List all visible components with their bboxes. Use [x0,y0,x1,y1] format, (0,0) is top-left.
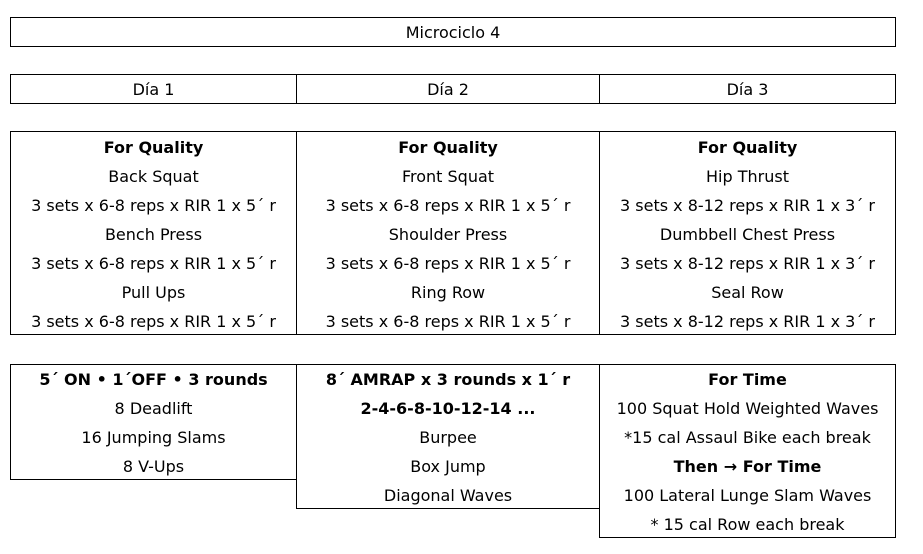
exercise-name: Ring Row [410,283,486,302]
conditioning-item: 8 Deadlift [114,399,193,418]
exercise-name: Shoulder Press [388,225,508,244]
day-2-header: Día 2 [296,74,600,104]
conditioning-heading: For Time [708,370,787,389]
microcycle-title: Microciclo 4 [10,17,896,47]
conditioning-item: 100 Lateral Lunge Slam Waves [623,486,872,505]
exercise-prescription: 3 sets x 8-12 reps x RIR 1 x 3´ r [620,312,875,331]
day-3-header: Día 3 [599,74,896,104]
conditioning-heading: 8´ AMRAP x 3 rounds x 1´ r [325,370,571,389]
day-3-quality-block [599,131,896,335]
day-1-conditioning-block [10,364,297,480]
conditioning-item: Diagonal Waves [383,486,513,505]
day-2-quality-block [296,131,600,335]
conditioning-item: 100 Squat Hold Weighted Waves [616,399,879,418]
exercise-name: Pull Ups [121,283,186,302]
exercise-prescription: 3 sets x 8-12 reps x RIR 1 x 3´ r [620,254,875,273]
conditioning-item: 16 Jumping Slams [81,428,226,447]
exercise-prescription: 3 sets x 6-8 reps x RIR 1 x 5´ r [325,254,571,273]
exercise-prescription: 3 sets x 6-8 reps x RIR 1 x 5´ r [31,196,276,215]
exercise-name: Bench Press [104,225,203,244]
conditioning-note: *15 cal Assaul Bike each break [624,428,871,447]
exercise-prescription: 3 sets x 6-8 reps x RIR 1 x 5´ r [31,312,276,331]
quality-heading: For Quality [103,138,204,157]
day-1-quality-block [10,131,297,335]
exercise-prescription: 3 sets x 6-8 reps x RIR 1 x 5´ r [325,312,571,331]
exercise-prescription: 3 sets x 8-12 reps x RIR 1 x 3´ r [620,196,875,215]
exercise-name: Seal Row [711,283,784,302]
day-1-header: Día 1 [10,74,297,104]
exercise-prescription: 3 sets x 6-8 reps x RIR 1 x 5´ r [31,254,276,273]
day-3-conditioning-block [599,364,896,538]
conditioning-item: Burpee [419,428,477,447]
conditioning-rep-scheme: 2-4-6-8-10-12-14 ... [360,399,536,418]
quality-heading: For Quality [697,138,798,157]
exercise-name: Back Squat [108,167,199,186]
day-2-conditioning-block [296,364,600,509]
conditioning-item: 8 V-Ups [122,457,185,476]
conditioning-item: Box Jump [410,457,486,476]
conditioning-note: * 15 cal Row each break [650,515,845,534]
conditioning-heading: 5´ ON • 1´OFF • 3 rounds [39,370,268,389]
exercise-name: Front Squat [401,167,495,186]
conditioning-heading: Then → For Time [673,457,822,476]
exercise-name: Dumbbell Chest Press [659,225,836,244]
exercise-prescription: 3 sets x 6-8 reps x RIR 1 x 5´ r [325,196,571,215]
quality-heading: For Quality [398,138,498,157]
exercise-name: Hip Thrust [706,167,789,186]
